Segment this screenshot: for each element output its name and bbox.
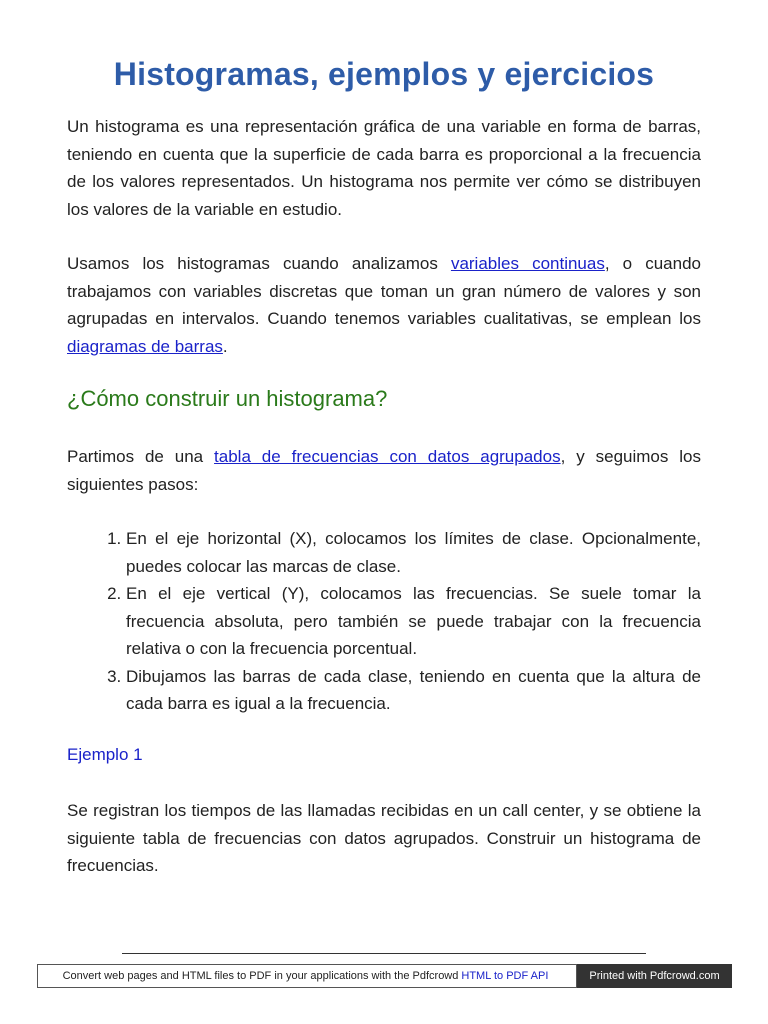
intro-paragraph: Un histograma es una representación gráfica de una variable en forma de barras, teniendo en cuenta que la superficie de cada barra es proporcional a la frecuencia de los valores representados. Un histograma nos permite ver cómo se distribuyen los valores de la variable en estudio. [67,117,701,219]
steps-intro-text-2: , y seguimos los siguientes pasos: [67,447,701,494]
steps-intro-text-1: Partimos de una [67,447,215,466]
variables-continuas-link[interactable]: variables continuas [450,254,605,273]
page-title: Histogramas, ejemplos y ejercicios [113,56,655,92]
step-item: 3. Dibujamos las barras de cada clase, teniendo en cuenta que la altura de cada barra es igual a la frecuencia. [126,663,701,718]
steps-intro-paragraph [67,443,701,498]
pdf-footer [37,964,732,988]
footer-divider [122,953,646,954]
usage-text-2: , o cuando trabajamos con variables discretas que toman un gran número de valores y son agrupadas en intervalos. Cuando tenemos variables cualitativas, se emplean los [67,254,701,328]
footer-notice [37,964,577,988]
html-to-pdf-api-link[interactable]: HTML to PDF API [461,970,549,982]
usage-text-1: Usamos los histogramas cuando analizamos [67,254,451,273]
tabla-frecuencias-link[interactable]: tabla de frecuencias con datos agrupados [214,447,561,466]
printed-with-badge[interactable]: Printed with Pdfcrowd.com [577,964,732,988]
step-item: 1. En el eje horizontal (X), colocamos los límites de clase. Opcionalmente, puedes colocar las marcas de clase. [126,525,701,580]
usage-paragraph [67,250,701,360]
example-paragraph: Se registran los tiempos de las llamadas recibidas en un call center, y se obtiene la siguiente tabla de frecuencias con datos agrupados. Construir un histograma de frecuencias. [67,801,701,875]
example-title: Ejemplo 1 [67,745,143,764]
section-heading: ¿Cómo construir un histograma? [67,386,388,411]
usage-text-3: . [222,336,228,356]
footer-text: Convert web pages and HTML files to PDF in your applications with the Pdfcrowd [62,970,459,982]
steps-list [67,525,701,718]
step-item: 2. En el eje vertical (Y), colocamos las frecuencias. Se suele tomar la frecuencia absoluta, pero también se puede trabajar con la frecuencia relativa o con la frecuencia porcentual. [126,580,701,663]
diagramas-de-barras-link[interactable]: diagramas de barras [67,336,223,356]
